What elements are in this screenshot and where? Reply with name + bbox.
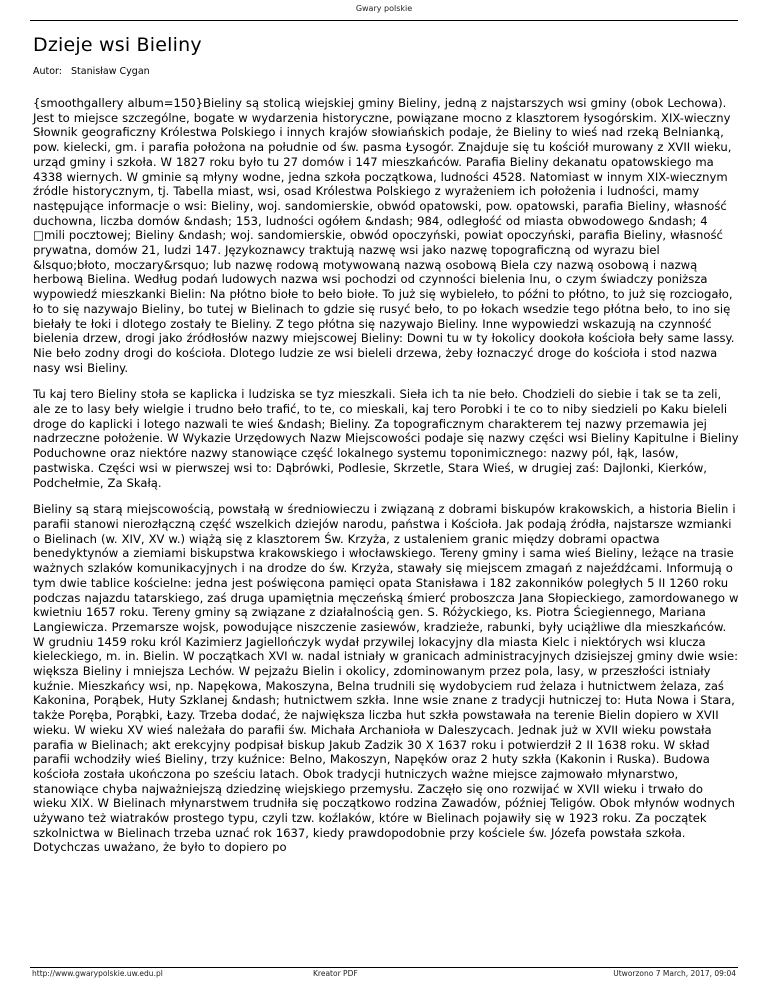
author-name: Stanisław Cygan [71,66,150,77]
header-divider [30,20,738,21]
article-paragraph: Bieliny są starą miejscowością, powstałą w średniowieczu i związaną z dobrami biskupów krakowskich, a historia Bielin i parafii stanowi nierozłączną część wszelkich dziejów narodu, państwa i Kościoła. Jak podają źródła, najstarsze wzmianki o Bielinach (w. XIV, XV w.) wiążą się z klasztorem Św. Krzyża, z ustaleniem granic między dobrami opactwa benedyktynów a ziemiami biskupstwa krakowskiego i włocławskiego. Tereny gminy i sama wieś Bieliny, leżące na trasie ważnych szlaków komunikacyjnych i na drodze do św. Krzyża, stawały się miejscem zmagań z najeźdźcami. Informują o tym dwie tablice kościelne: jedna jest poświęcona pamięci opata Stanisława i 182 zakonników poległych 5 II 1260 roku podczas najazdu tatarskiego, zaś druga upamiętnia męczeńską śmierć proboszcza Jana Słopieckiego, zamordowanego w kwietniu 1657 roku. Tereny gminy są związane z działalnością gen. S. Różyckiego, ks. Piotra Ściegiennego, Mariana Langiewicza. Przemarsze wojsk, powodujące niszczenie zasiewów, kradzieże, rabunki, były uciążliwe dla mieszkańców. W grudniu 1459 roku król Kazimierz Jagiellończyk wydał przywilej lokacyjny dla miasta Kielc i niektórych wsi klucza kieleckiego, m. in. Bielin. W początkach XVI w. nadal istniały w granicach administracyjnych dzisiejszej gminy dwie wsie: większa Bieliny i mniejsza Lechów. W pejzażu Bielin i okolicy, zdominowanym przez pola, lasy, w przeszłości istniały kuźnie. Mieszkańcy wsi, np. Napękowa, Makoszyna, Belna trudnili się wydobyciem rud żelaza i hutnictwem żelaza, zaś Kakonina, Porąbek, Huty Szklanej &ndash; hutnictwem szkła. Inne wsie znane z tradycji hutniczej to: Huta Nowa i Stara, także Poręba, Porąbki, Łazy. Trzeba dodać, że największa liczba hut szkła powstawała na terenie Bielin dopiero w XVII wieku. W wieku XV wieś należała do parafii św. Michała Archanioła w Daleszycach. Jednak już w XVII wieku powstała parafia w Bielinach; akt erekcyjny podpisał biskup Jakub Zadzik 30 X 1637 roku i potwierdził 2 II 1638 roku. W skład parafii wchodziły wieś Bieliny, trzy kuźnice: Belno, Makoszyn, Napęków oraz 2 huty szkła (Kakonin i Ruska). Budowa kościoła została ukończona po sześciu latach. Obok tradycji hutniczych ważne miejsce zajmowało młynarstwo, stanowiące chyba najważniejszą dziedzinę wiejskiego przemysłu. Zaczęło się ono rozwijać w XVII wieku i trwało do wieku XIX. W Bielinach młynarstwem trudniła się początkowo rodzina Zawadów, później Teligów. Obok młynów wodnych używano też wiatraków prostego typu, czyli tzw. koźlaków, które w Bielinach pojawiły się w 1923 roku. Za początek szkolnictwa w Bielinach trzeba uznać rok 1637, kiedy prawdopodobnie przy kościele św. Józefa powstała szkoła. Dotychczas uważano, że było to dopiero po [33,502,739,855]
author-label: Autor: [33,66,62,77]
footer-divider [30,967,738,968]
article-paragraph: Tu kaj tero Bieliny stoła se kaplicka i ludziska se tyz mieszkali. Sieła ich ta nie beło. Chodzieli do siebie i tak se ta zeli, ale ze to lasy beły wielgie i trudno beło trafić, to te, co mieskali, kaj tero Porobki i te co to niby siedzieli po Kaku bieleli droge do kaplicki i lotego nazwali te wieś &ndash; Bieliny. Za topograficznym charakterem tej nazwy przemawia jej nadrzeczne położenie. W Wykazie Urzędowych Nazw Miejscowości podaje się nazwy części wsi Bieliny Kapitulne i Bieliny Poduchowne oraz niektóre nazwy stanowiące część lokalnego systemu toponimicznego: nazwy pól, łąk, lasów, pastwiska. Części wsi w pierwszej wsi to: Dąbrówki, Podlesie, Skrzetle, Stara Wieś, w drugiej zaś: Dajlonki, Kierków, Podchełmie, Za Skałą. [33,387,739,490]
page-header [0,4,768,13]
page-footer [30,969,738,981]
author-line [33,66,150,77]
article-paragraph: {smoothgallery album=150}Bieliny są stolicą wiejskiej gminy Bieliny, jedną z najstarszych wsi gminy (obok Lechowa). Jest to miejsce szczególne, bogate w wydarzenia historyczne, powiązane mocno z klasztorem łysogórskim. XIX-wieczny Słownik geograficzny Królestwa Polskiego i innych krajów słowiańskich podaje, że Bieliny to wieś nad rzeką Belnianką, pow. kielecki, gm. i parafia położona na południe od św. pasma Łysogór. Znajduje się tu kościół murowany z XVII wieku, urząd gminy i szkoła. W 1827 roku było tu 27 domów i 147 mieszkańców. Parafia Bieliny dekanatu opatowskiego ma 4338 wiernych. W gminie są młyny wodne, jedna szkoła początkowa, ludności 4528. Natomiast w innym XIX-wiecznym źródle historycznym, tj. Tabella miast, wsi, osad Królestwa Polskiego z wyrażeniem ich położenia i ludności, mamy następujące informacje o wsi: Bieliny, woj. sandomierskie, obwód opatowski, pow. opatowski, parafia Bieliny, własność duchowna, liczba domów &ndash; 153, ludności ogółem &ndash; 984, odległość od miasta obwodowego &ndash; 4 □mili pocztowej; Bieliny &ndash; woj. sandomierskie, obwód opoczyński, powiat opoczyński, parafia Bieliny, własność prywatna, domów 21, ludzi 147. Językoznawcy traktują nazwę wsi jako nazwę topograficzną od wyrazu biel &lsquo;błoto, moczary&rsquo; lub nazwę rodową motywowaną nazwą osobową Biela czy nazwą osobową i nazwą herbową Bielina. Według podań ludowych nazwa wsi pochodzi od czynności bielenia lnu, o czym świadczy poniższa wypowiedź mieszkanki Bielin: Na płótno biołe to beło biołe. To już się wybieleło, to późni to płótno, to już się rozciogało, ło to się nazywajo Bieliny, bo tutej w Bielinach to gdzie się rusyć beło, to po łokach wsedzie tego płótna beło, to ino się biełały te łoki i dlotego zostały te Bieliny. Z tego płótna się nazywajo Bieliny. Inne wypowiedzi wskazują na czynność bielenia drzew, drogi jako źródłosłów nazwy miejscowej Bieliny: Downi tu w ty łokolicy dookoła kościoła beły same lassy. Nie beło zodny drogi do kościoła. Dlotego ludzie ze wsi bieleli drzewa, żeby łoznaczyć droge do kościoła i stod nazwa nasy wsi Bieliny. [33,96,735,375]
footer-url: http://www.gwarypolskie.uw.edu.pl [32,969,163,978]
footer-generator: Kreator PDF [313,969,358,978]
footer-created-date: Utworzono 7 March, 2017, 09:04 [613,969,736,978]
article-body [33,96,739,867]
site-name: Gwary polskie [355,4,413,13]
article-title: Dzieje wsi Bieliny [33,34,202,56]
